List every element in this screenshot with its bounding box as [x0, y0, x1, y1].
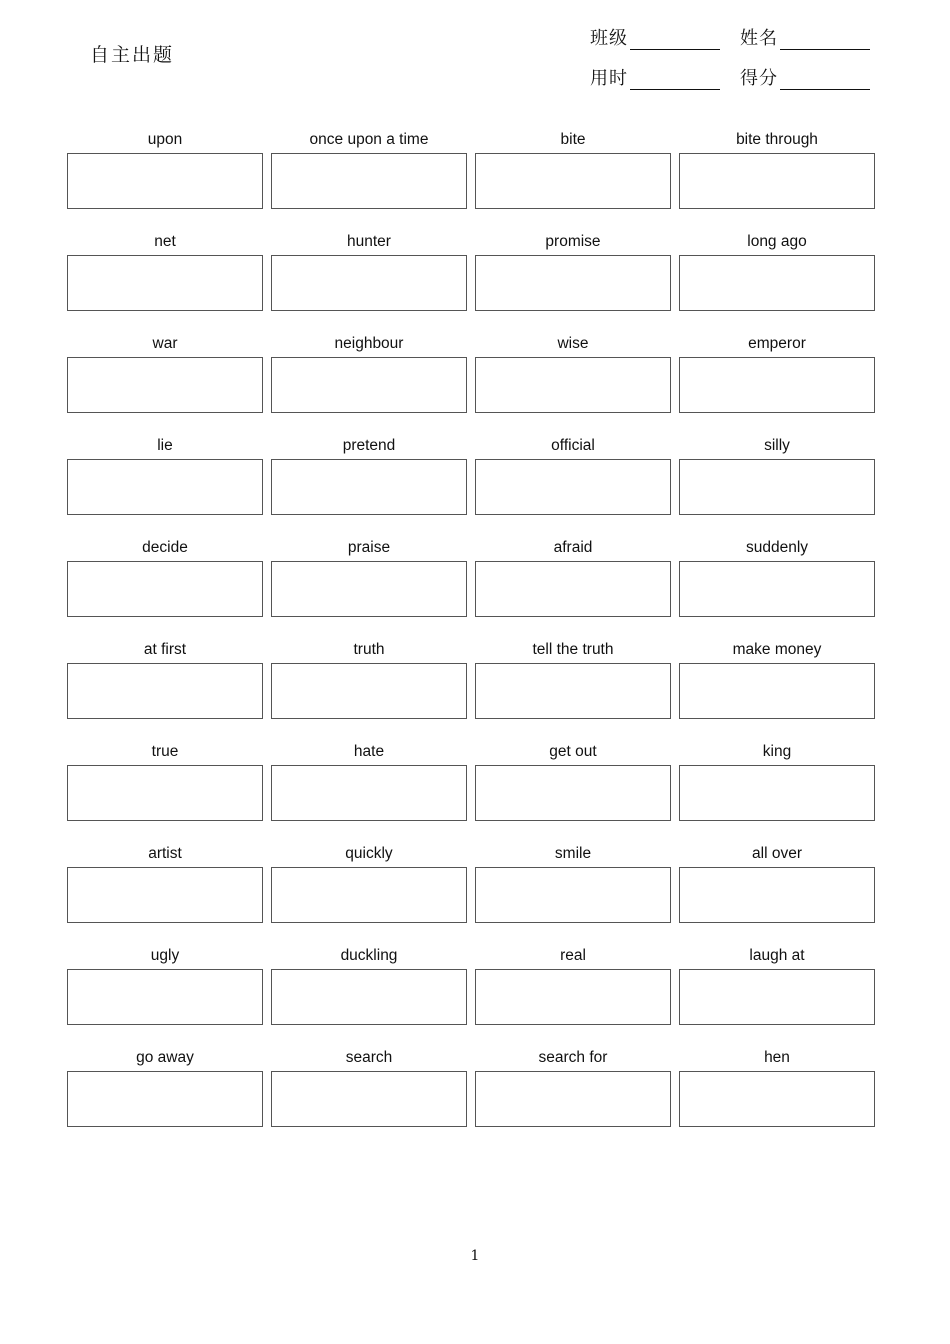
vocab-word: truth: [353, 641, 385, 658]
vocab-item: [475, 1048, 671, 1127]
vocab-word: wise: [557, 335, 589, 352]
answer-box[interactable]: [67, 969, 263, 1025]
vocab-item: [475, 742, 671, 821]
vocab-word: smile: [554, 845, 592, 862]
answer-box[interactable]: [271, 357, 467, 413]
vocab-word: at first: [143, 641, 187, 658]
vocab-word: silly: [764, 437, 790, 454]
name-label: 姓名: [740, 28, 778, 49]
answer-box[interactable]: [679, 153, 875, 209]
vocab-item: [679, 436, 875, 515]
vocab-word: afraid: [553, 539, 593, 556]
vocab-word: all over: [752, 845, 802, 862]
answer-box[interactable]: [67, 255, 263, 311]
answer-box[interactable]: [679, 357, 875, 413]
vocab-item: [679, 232, 875, 311]
answer-box[interactable]: [679, 459, 875, 515]
vocab-word: promise: [545, 233, 601, 250]
vocab-item: [67, 538, 263, 617]
vocab-word: tell the truth: [532, 641, 614, 658]
class-blank-line[interactable]: [630, 31, 720, 50]
vocab-item: [475, 130, 671, 209]
vocab-word: hate: [353, 743, 385, 760]
score-field[interactable]: [740, 64, 870, 90]
vocab-item: [475, 946, 671, 1025]
answer-box[interactable]: [67, 561, 263, 617]
vocab-word: decide: [142, 539, 188, 556]
answer-box[interactable]: [679, 969, 875, 1025]
answer-box[interactable]: [271, 969, 467, 1025]
vocab-item: [67, 130, 263, 209]
score-label: 得分: [740, 68, 778, 89]
vocab-word: hunter: [347, 233, 391, 250]
vocab-word: true: [151, 743, 179, 760]
time-label: 用时: [590, 68, 628, 89]
vocab-word: emperor: [748, 335, 806, 352]
answer-box[interactable]: [475, 153, 671, 209]
vocab-item: [475, 436, 671, 515]
answer-box[interactable]: [67, 663, 263, 719]
answer-box[interactable]: [67, 1071, 263, 1127]
answer-box[interactable]: [475, 357, 671, 413]
vocabulary-grid: [67, 130, 874, 1127]
score-blank-line[interactable]: [780, 71, 870, 90]
answer-box[interactable]: [679, 765, 875, 821]
vocab-item: [271, 1048, 467, 1127]
vocab-item: [271, 130, 467, 209]
answer-box[interactable]: [475, 969, 671, 1025]
vocab-item: [67, 844, 263, 923]
vocab-item: [67, 640, 263, 719]
vocab-word: make money: [732, 641, 822, 658]
answer-box[interactable]: [475, 459, 671, 515]
vocab-item: [67, 742, 263, 821]
answer-box[interactable]: [475, 663, 671, 719]
answer-box[interactable]: [475, 561, 671, 617]
vocab-word: hen: [764, 1049, 790, 1066]
vocab-word: praise: [347, 539, 391, 556]
vocab-item: [67, 334, 263, 413]
answer-box[interactable]: [679, 663, 875, 719]
time-field[interactable]: [590, 64, 720, 90]
vocab-item: [271, 436, 467, 515]
vocab-item: [475, 538, 671, 617]
answer-box[interactable]: [271, 663, 467, 719]
vocab-item: [67, 436, 263, 515]
vocab-word: quickly: [345, 845, 393, 862]
vocab-item: [475, 232, 671, 311]
answer-box[interactable]: [271, 459, 467, 515]
answer-box[interactable]: [679, 561, 875, 617]
vocab-word: pretend: [342, 437, 396, 454]
vocab-item: [271, 334, 467, 413]
vocab-word: get out: [549, 743, 597, 760]
vocab-item: [271, 742, 467, 821]
vocab-item: [679, 844, 875, 923]
vocab-item: [475, 640, 671, 719]
vocab-item: [679, 640, 875, 719]
answer-box[interactable]: [67, 153, 263, 209]
answer-box[interactable]: [679, 255, 875, 311]
vocab-word: war: [152, 335, 178, 352]
answer-box[interactable]: [475, 765, 671, 821]
vocab-item: [679, 946, 875, 1025]
vocab-word: official: [551, 437, 595, 454]
vocab-item: [679, 538, 875, 617]
vocab-item: [271, 538, 467, 617]
vocab-word: ugly: [150, 947, 180, 964]
vocab-word: suddenly: [745, 539, 809, 556]
vocab-item: [475, 334, 671, 413]
answer-box[interactable]: [475, 255, 671, 311]
vocab-item: [67, 232, 263, 311]
answer-box[interactable]: [271, 153, 467, 209]
answer-box[interactable]: [475, 867, 671, 923]
vocab-word: bite through: [736, 131, 818, 148]
answer-box[interactable]: [271, 255, 467, 311]
vocab-item: [475, 844, 671, 923]
answer-box[interactable]: [679, 1071, 875, 1127]
vocab-word: lie: [157, 437, 173, 454]
answer-box[interactable]: [67, 357, 263, 413]
vocab-item: [67, 1048, 263, 1127]
vocab-word: bite: [560, 131, 586, 148]
vocab-word: real: [560, 947, 586, 964]
vocab-item: [67, 946, 263, 1025]
vocab-word: net: [154, 233, 176, 250]
vocab-word: duckling: [340, 947, 398, 964]
name-field[interactable]: [740, 24, 870, 50]
vocab-word: upon: [147, 131, 183, 148]
answer-box[interactable]: [679, 867, 875, 923]
answer-box[interactable]: [67, 459, 263, 515]
vocab-item: [271, 232, 467, 311]
vocab-word: king: [762, 743, 792, 760]
vocab-item: [271, 946, 467, 1025]
vocab-word: go away: [136, 1049, 194, 1066]
vocab-item: [679, 1048, 875, 1127]
vocab-item: [679, 742, 875, 821]
vocab-word: search: [345, 1049, 393, 1066]
vocab-word: long ago: [747, 233, 807, 250]
answer-box[interactable]: [271, 867, 467, 923]
class-label: 班级: [590, 28, 628, 49]
vocab-word: neighbour: [334, 335, 404, 352]
class-field[interactable]: [590, 24, 720, 50]
answer-box[interactable]: [271, 561, 467, 617]
vocab-word: laugh at: [749, 947, 805, 964]
answer-box[interactable]: [67, 867, 263, 923]
vocab-item: [271, 640, 467, 719]
vocab-item: [271, 844, 467, 923]
vocab-item: [679, 334, 875, 413]
vocab-item: [679, 130, 875, 209]
answer-box[interactable]: [67, 765, 263, 821]
name-blank-line[interactable]: [780, 31, 870, 50]
vocab-word: artist: [148, 845, 182, 862]
time-blank-line[interactable]: [630, 71, 720, 90]
answer-box[interactable]: [271, 1071, 467, 1127]
page-number: 1: [470, 1248, 480, 1264]
vocab-word: once upon a time: [309, 131, 429, 148]
answer-box[interactable]: [475, 1071, 671, 1127]
worksheet-title: 自主出题: [90, 44, 175, 66]
vocab-word: search for: [538, 1049, 608, 1066]
answer-box[interactable]: [271, 765, 467, 821]
